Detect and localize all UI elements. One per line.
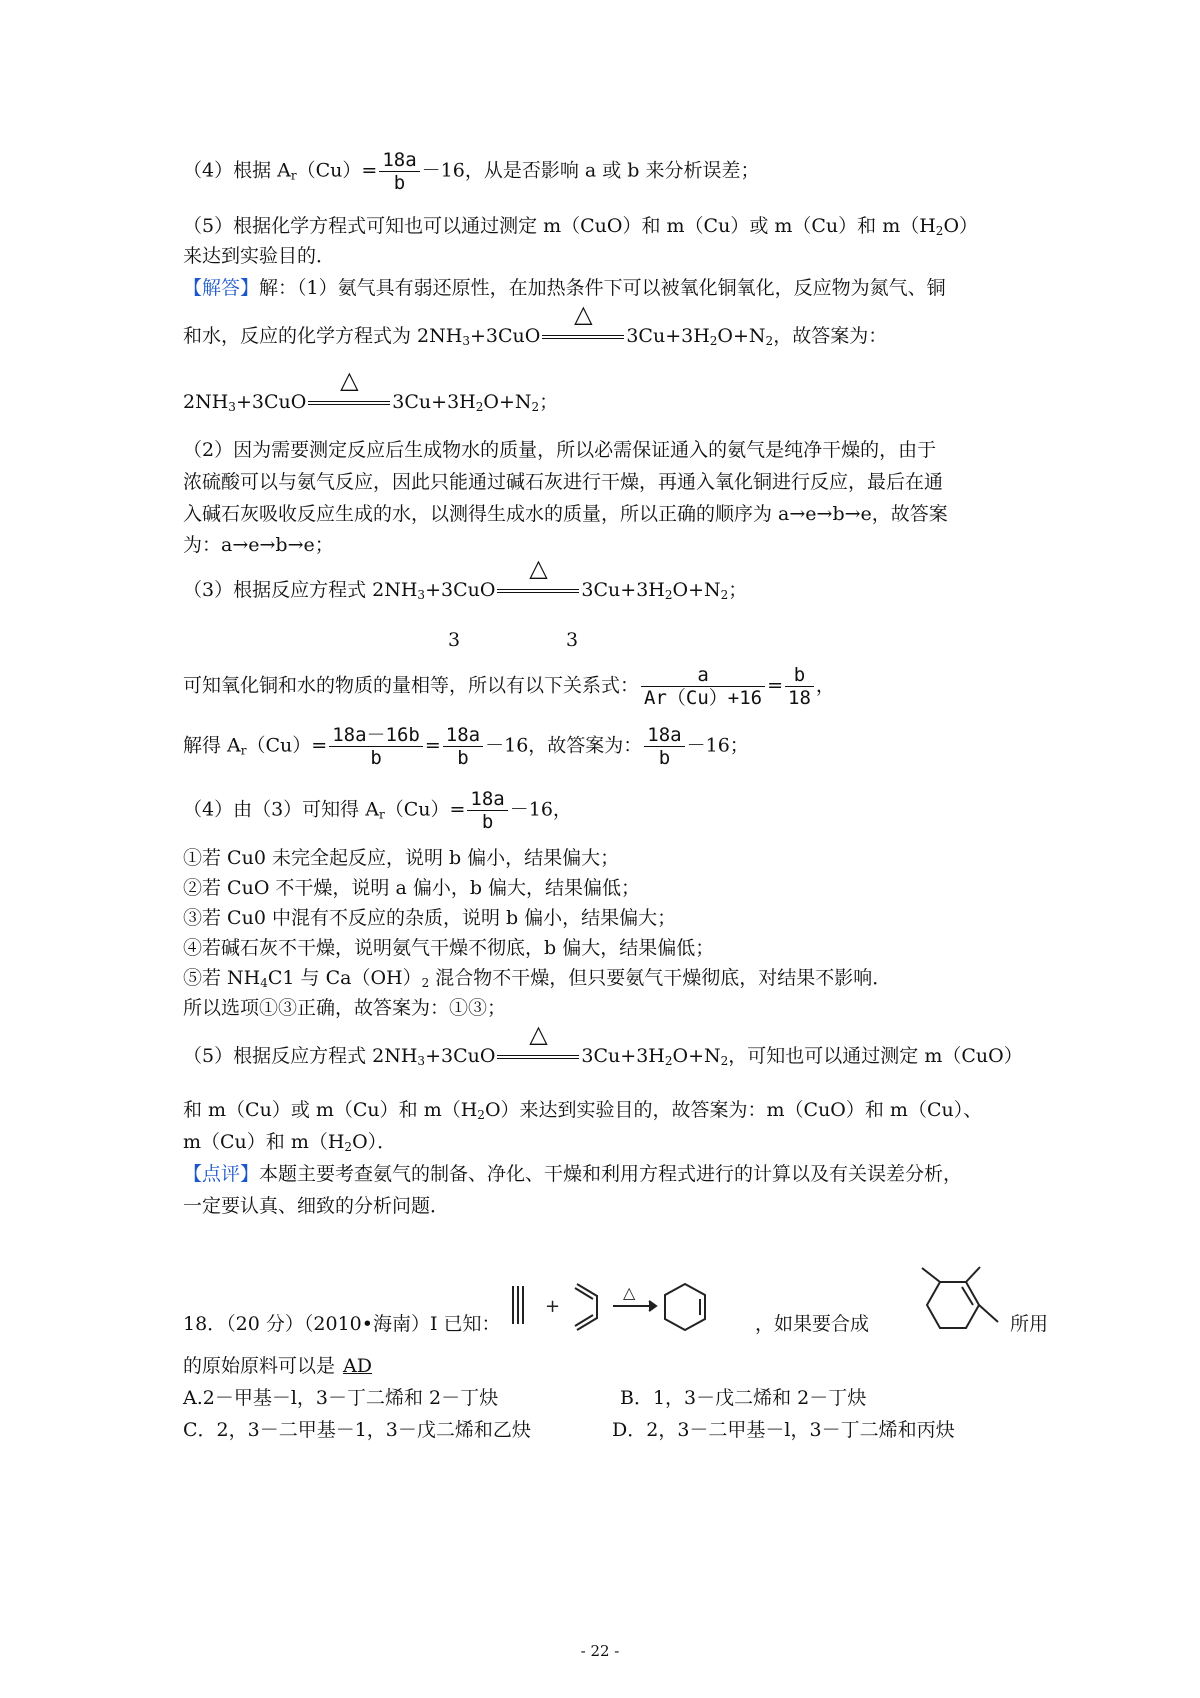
option-d: D．2，3－二甲基－l，3－丁二烯和丙炔 — [612, 1419, 955, 1441]
text-line-1: （4）根据 $A_r(Cu)=$ $\frac{18a}{b}$ －16，从是否影响 a 或 b 来分析误差； — [183, 149, 760, 194]
equation-line-2: $2NH_3+3CuO$ △ $3Cu+3H_2O+N_2$； — [183, 366, 559, 414]
text-line-answer-start: 【解答】解：（1）氨气具有弱还原性，在加热条件下可以被氧化铜氧化，反应物为氮气、铜 — [183, 277, 946, 299]
fraction: $\frac{b}{18}$ — [785, 664, 814, 709]
text-line-10: 为：a→e→b→e； — [183, 534, 334, 556]
reaction-arrow: △ — [497, 1050, 579, 1064]
text-line-23: 和 m（Cu）或 m（Cu）和 $m(H_2O)$来达到实验目的，故答案为：m（CuO）和 m（Cu）、 — [183, 1099, 983, 1122]
error-item-1: ①若 Cu0 未完全起反应，说明 b 偏小，结果偏大； — [183, 847, 620, 869]
text-line-15: （4）由（3）可知得 $A_r(Cu)=$ $\frac{18a}{b}$ －16， — [183, 788, 572, 833]
text-line-26: 一定要认真、细致的分析问题． — [183, 1195, 450, 1217]
text-line-8: 浓硫酸可以与氨气反应，因此只能通过碱石灰进行干燥，再通入氧化铜进行反应，最后在通 — [183, 471, 944, 493]
error-item-3: ③若 Cu0 中混有不反应的杂质，说明 b 偏小，结果偏大； — [183, 907, 677, 929]
option-c: C．2，3－二甲基－1，3－戊二烯和乙炔 — [183, 1419, 531, 1441]
fraction: $\frac{18a}{b}$ — [644, 724, 684, 769]
equation-line-4: （5）根据反应方程式 $2NH_3+3CuO$ △ $3Cu+3H_2O+N_2$，可知也可以通过测定 m（CuO） — [183, 1020, 1023, 1068]
diels-alder-scheme — [505, 1268, 745, 1348]
comment-tag: 【点评】 — [183, 1163, 260, 1185]
text-line-13: 可知氧化铜和水的物质的量相等，所以有以下关系式： $\frac{a}{Ar(Cu)+16}$ = $\frac{b}{18}$ ， — [183, 664, 835, 709]
fraction: $\frac{18a}{b}$ — [443, 724, 483, 769]
plus-sign: + — [545, 1296, 561, 1317]
text-line-24: m（Cu）和 $m(H_2O)$． — [183, 1131, 397, 1154]
text-line-9: 入碱石灰吸收反应生成的水，以测得生成水的质量，所以正确的顺序为 a→e→b→e，故答案 — [183, 503, 948, 525]
answer-blank: AD — [343, 1355, 372, 1377]
question-18-end: 所用 — [1010, 1313, 1049, 1335]
coefficient-cuo: 3 — [448, 629, 461, 651]
page-number: - 22 - — [580, 1642, 620, 1660]
option-b: B．1，3－戊二烯和 2－丁炔 — [620, 1387, 867, 1409]
text-line-21: 所以选项①③正确，故答案为：①③； — [183, 997, 507, 1019]
text-line-7: （2）因为需要测定反应后生成物水的质量，所以必需保证通入的氨气是纯净干燥的，由于 — [183, 439, 937, 461]
question-18-mid: ，如果要合成 — [755, 1313, 870, 1335]
question-18-answer-line: 的原始原料可以是 AD — [183, 1352, 380, 1380]
equation-line-1: 和水，反应的化学方程式为 $2NH_3+3CuO$ △ $3Cu+3H_2O+N_2$，故答案为： — [183, 300, 888, 348]
fraction: $\frac{18a}{b}$ — [467, 788, 507, 833]
text-line-3: 来达到实验目的． — [183, 245, 336, 267]
target-molecule — [900, 1262, 1010, 1352]
fraction: $\frac{a}{Ar(Cu)+16}$ — [641, 664, 765, 709]
text-line-14: 解得 $A_r(Cu)=$ $\frac{18a-16b}{b}$ = $\frac{18a}{b}$ －16，故答案为： $\frac{18a}{b}$ －16； — [183, 724, 749, 769]
coefficient-water: 3 — [566, 629, 579, 651]
fraction: $\frac{18a}{b}$ — [379, 149, 419, 194]
comment-line: 【点评】本题主要考查氨气的制备、净化、干燥和利用方程式进行的计算以及有关误差分析， — [183, 1163, 963, 1185]
error-item-2: ②若 CuO 不干燥，说明 a 偏小，b 偏大，结果偏低； — [183, 877, 641, 899]
answer-tag: 【解答】 — [183, 277, 260, 299]
equation-line-3: （3）根据反应方程式 $2NH_3+3CuO$ △ $3Cu+3H_2O+N_2$； — [183, 554, 748, 602]
error-item-5: ⑤若 $NH_4C1$ 与 $Ca(OH)_2$ 混合物不干燥，但只要氨气干燥彻底，对结果不影响． — [183, 967, 892, 990]
option-a: A.2－甲基－l，3－丁二烯和 2－丁炔 — [183, 1387, 499, 1409]
delta-symbol: △ — [623, 1283, 636, 1302]
reaction-arrow: △ — [542, 330, 624, 344]
reaction-arrow: △ — [308, 396, 390, 410]
text-line-2: （5）根据化学方程式可知也可以通过测定 m（CuO）和 m（Cu）或 m（Cu）和 $m(H_2O)$ — [183, 215, 979, 238]
reaction-arrow: △ — [497, 584, 579, 598]
fraction: $\frac{18a-16b}{b}$ — [329, 724, 423, 769]
error-item-4: ④若碱石灰不干燥，说明氨气干燥不彻底，b 偏大，结果偏低； — [183, 937, 715, 959]
question-18-stem: 18．（20 分）（2010•海南）I 已知： — [183, 1313, 501, 1335]
